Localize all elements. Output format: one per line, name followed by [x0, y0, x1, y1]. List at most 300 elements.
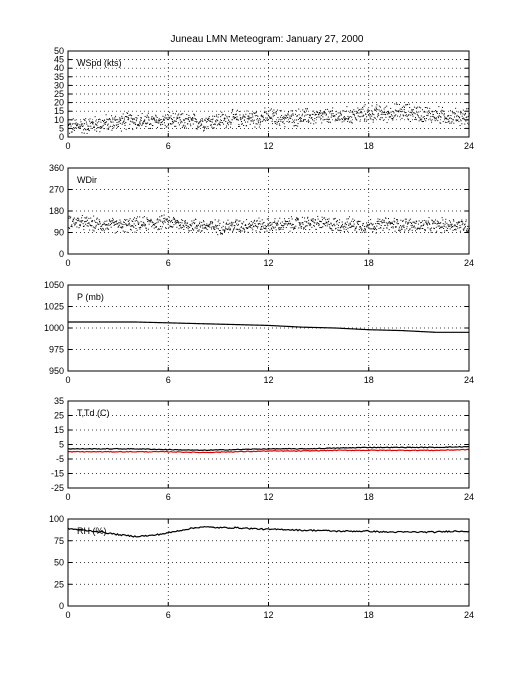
- data-point: [193, 230, 194, 231]
- data-point: [258, 122, 259, 123]
- data-point: [186, 128, 187, 129]
- data-point: [260, 221, 261, 222]
- data-point: [115, 232, 116, 233]
- data-point: [87, 225, 88, 226]
- data-point: [141, 120, 142, 121]
- data-point: [323, 119, 324, 120]
- data-point: [325, 113, 326, 114]
- data-point: [114, 225, 115, 226]
- data-point: [390, 108, 391, 109]
- data-point: [337, 118, 338, 119]
- data-point: [81, 125, 82, 126]
- data-point: [438, 223, 439, 224]
- data-point: [378, 113, 379, 114]
- data-point: [233, 116, 234, 117]
- data-point: [436, 227, 437, 228]
- data-point: [426, 107, 427, 108]
- data-point: [132, 221, 133, 222]
- data-point: [244, 120, 245, 121]
- data-point: [211, 221, 212, 222]
- data-point: [212, 122, 213, 123]
- data-point: [206, 225, 207, 226]
- data-point: [195, 119, 196, 120]
- data-point: [229, 229, 230, 230]
- data-point: [149, 124, 150, 125]
- data-point: [231, 224, 232, 225]
- data-point: [360, 121, 361, 122]
- data-point: [108, 124, 109, 125]
- y-tick-label: 50: [53, 46, 64, 56]
- data-point: [342, 224, 343, 225]
- x-tick-label: 18: [363, 492, 374, 502]
- data-point: [146, 217, 147, 218]
- data-point: [266, 113, 267, 114]
- data-point: [387, 225, 388, 226]
- data-point: [238, 120, 239, 121]
- data-point: [383, 230, 384, 231]
- data-point: [337, 224, 338, 225]
- data-point: [178, 122, 179, 123]
- data-point: [171, 124, 172, 125]
- data-point: [262, 219, 263, 220]
- data-point: [207, 229, 208, 230]
- data-point: [111, 223, 112, 224]
- data-point: [110, 121, 111, 122]
- data-point: [198, 231, 199, 232]
- data-point: [298, 218, 299, 219]
- data-point: [238, 221, 239, 222]
- data-point: [295, 226, 296, 227]
- data-point: [92, 221, 93, 222]
- data-point: [404, 107, 405, 108]
- data-point: [137, 221, 138, 222]
- data-point: [120, 123, 121, 124]
- data-point: [392, 120, 393, 121]
- data-point: [138, 224, 139, 225]
- data-point: [427, 115, 428, 116]
- data-point: [338, 227, 339, 228]
- data-point: [422, 228, 423, 229]
- data-point: [253, 222, 254, 223]
- data-point: [223, 114, 224, 115]
- data-point: [362, 109, 363, 110]
- data-point: [346, 224, 347, 225]
- y-tick-label: 75: [53, 535, 64, 546]
- data-point: [131, 121, 132, 122]
- data-point: [173, 219, 174, 220]
- data-point: [375, 110, 376, 111]
- data-point: [88, 126, 89, 127]
- data-point: [209, 226, 210, 227]
- data-point: [89, 121, 90, 122]
- data-point: [134, 217, 135, 218]
- data-point: [260, 224, 261, 225]
- data-point: [372, 114, 373, 115]
- data-point: [441, 110, 442, 111]
- data-point: [271, 229, 272, 230]
- data-point: [389, 113, 390, 114]
- data-point: [412, 225, 413, 226]
- data-point: [192, 228, 193, 229]
- data-point: [317, 222, 318, 223]
- data-point: [88, 128, 89, 129]
- data-point: [96, 219, 97, 220]
- data-point: [187, 123, 188, 124]
- data-point: [410, 228, 411, 229]
- data-point: [332, 107, 333, 108]
- data-point: [234, 227, 235, 228]
- y-tick-label: 0: [58, 249, 64, 259]
- data-point: [273, 228, 274, 229]
- data-point: [382, 117, 383, 118]
- data-point: [256, 115, 257, 116]
- data-point: [100, 122, 101, 123]
- data-point: [402, 221, 403, 222]
- data-point: [412, 114, 413, 115]
- data-point: [331, 117, 332, 118]
- data-point: [137, 125, 138, 126]
- data-point: [187, 118, 188, 119]
- data-point: [334, 224, 335, 225]
- x-tick-label: 6: [165, 141, 171, 151]
- data-point: [318, 225, 319, 226]
- data-point: [246, 110, 247, 111]
- x-tick-label: 12: [263, 375, 274, 385]
- data-point: [450, 110, 451, 111]
- data-point: [99, 222, 100, 223]
- data-point: [307, 114, 308, 115]
- data-point: [105, 229, 106, 230]
- data-point: [102, 230, 103, 231]
- data-point: [350, 121, 351, 122]
- y-tick-label: 1000: [43, 323, 64, 333]
- data-point: [229, 223, 230, 224]
- data-point: [83, 229, 84, 230]
- data-point: [253, 121, 254, 122]
- data-point: [226, 223, 227, 224]
- data-point: [168, 227, 169, 228]
- data-point: [301, 228, 302, 229]
- data-point: [373, 114, 374, 115]
- data-point: [302, 109, 303, 110]
- data-point: [353, 226, 354, 227]
- data-point: [316, 117, 317, 118]
- data-point: [112, 126, 113, 127]
- data-point: [307, 108, 308, 109]
- data-point: [184, 223, 185, 224]
- data-point: [462, 118, 463, 119]
- data-point: [305, 119, 306, 120]
- data-point: [270, 110, 271, 111]
- data-point: [156, 116, 157, 117]
- data-point: [380, 221, 381, 222]
- data-point: [428, 221, 429, 222]
- data-point: [412, 109, 413, 110]
- data-point: [347, 231, 348, 232]
- data-point: [95, 226, 96, 227]
- data-point: [218, 221, 219, 222]
- data-point: [93, 122, 94, 123]
- data-point: [316, 224, 317, 225]
- data-point: [78, 220, 79, 221]
- data-point: [291, 114, 292, 115]
- data-point: [327, 121, 328, 122]
- data-point: [103, 125, 104, 126]
- data-point: [266, 226, 267, 227]
- data-point: [103, 121, 104, 122]
- data-point: [84, 123, 85, 124]
- data-point: [281, 227, 282, 228]
- data-point: [136, 117, 137, 118]
- data-point: [156, 122, 157, 123]
- y-tick-label: 35: [53, 396, 64, 406]
- data-point: [455, 229, 456, 230]
- data-point: [422, 220, 423, 221]
- data-point: [145, 224, 146, 225]
- data-point: [300, 224, 301, 225]
- data-point: [410, 219, 411, 220]
- data-point: [272, 230, 273, 231]
- data-point: [277, 122, 278, 123]
- data-point: [359, 229, 360, 230]
- data-point: [118, 126, 119, 127]
- data-point: [100, 223, 101, 224]
- data-point: [159, 120, 160, 121]
- data-point: [236, 229, 237, 230]
- data-point: [396, 222, 397, 223]
- data-point: [392, 226, 393, 227]
- data-point: [449, 123, 450, 124]
- y-tick-label: 5: [58, 123, 64, 134]
- data-point: [382, 111, 383, 112]
- data-point: [163, 116, 164, 117]
- data-point: [130, 218, 131, 219]
- data-point: [107, 119, 108, 120]
- data-point: [465, 226, 466, 227]
- data-point: [402, 107, 403, 108]
- data-point: [458, 116, 459, 117]
- x-tick-label: 0: [65, 610, 71, 620]
- data-point: [287, 221, 288, 222]
- y-tick-label: 0: [58, 601, 64, 611]
- data-point: [354, 220, 355, 221]
- data-point: [379, 228, 380, 229]
- data-point: [391, 112, 392, 113]
- data-point: [194, 222, 195, 223]
- data-point: [308, 223, 309, 224]
- panels-group: [44, 46, 474, 620]
- data-point: [238, 126, 239, 127]
- data-point: [463, 110, 464, 111]
- data-point: [161, 119, 162, 120]
- data-point: [155, 223, 156, 224]
- y-tick-label: 40: [53, 63, 64, 74]
- data-point: [443, 228, 444, 229]
- data-point: [377, 218, 378, 219]
- data-point: [176, 121, 177, 122]
- data-point: [376, 107, 377, 108]
- data-point: [367, 112, 368, 113]
- data-point: [449, 225, 450, 226]
- data-point: [133, 123, 134, 124]
- data-point: [409, 104, 410, 105]
- data-point: [418, 111, 419, 112]
- data-point: [429, 108, 430, 109]
- data-point: [146, 230, 147, 231]
- data-point: [76, 219, 77, 220]
- data-point: [177, 115, 178, 116]
- data-point: [447, 119, 448, 120]
- data-point: [197, 128, 198, 129]
- data-point: [153, 117, 154, 118]
- data-point: [124, 123, 125, 124]
- data-point: [458, 121, 459, 122]
- data-point: [277, 117, 278, 118]
- data-point: [255, 225, 256, 226]
- data-point: [319, 113, 320, 114]
- data-point: [90, 123, 91, 124]
- data-point: [112, 218, 113, 219]
- data-point: [198, 123, 199, 124]
- data-point: [310, 224, 311, 225]
- data-point: [243, 228, 244, 229]
- data-point: [399, 110, 400, 111]
- data-point: [435, 219, 436, 220]
- data-point: [461, 112, 462, 113]
- data-point: [260, 124, 261, 125]
- y-tick-label: 45: [53, 54, 64, 65]
- data-point: [182, 113, 183, 114]
- data-point: [225, 118, 226, 119]
- data-point: [319, 112, 320, 113]
- data-point: [269, 116, 270, 117]
- data-point: [363, 115, 364, 116]
- data-point: [233, 114, 234, 115]
- data-point: [184, 226, 185, 227]
- data-point: [109, 219, 110, 220]
- data-point: [345, 117, 346, 118]
- x-tick-label: 6: [165, 610, 171, 620]
- data-point: [447, 228, 448, 229]
- data-point: [351, 117, 352, 118]
- data-point: [210, 121, 211, 122]
- data-point: [325, 109, 326, 110]
- data-point: [357, 112, 358, 113]
- data-point: [160, 221, 161, 222]
- data-point: [153, 118, 154, 119]
- data-point: [441, 117, 442, 118]
- data-point: [460, 227, 461, 228]
- data-point: [171, 118, 172, 119]
- data-point: [378, 221, 379, 222]
- data-point: [348, 225, 349, 226]
- data-point: [204, 130, 205, 131]
- data-point: [267, 225, 268, 226]
- data-point: [115, 224, 116, 225]
- data-point: [197, 126, 198, 127]
- data-point: [120, 227, 121, 228]
- data-point: [384, 108, 385, 109]
- data-point: [400, 230, 401, 231]
- data-point: [452, 111, 453, 112]
- figure-title: Juneau LMN Meteogram: January 27, 2000: [170, 34, 364, 45]
- data-point: [228, 120, 229, 121]
- data-point: [209, 224, 210, 225]
- data-point: [386, 222, 387, 223]
- data-point: [125, 125, 126, 126]
- data-point: [251, 221, 252, 222]
- data-point: [367, 224, 368, 225]
- data-point: [76, 222, 77, 223]
- data-point: [317, 216, 318, 217]
- data-point: [249, 118, 250, 119]
- data-point: [165, 125, 166, 126]
- data-point: [95, 222, 96, 223]
- data-point: [164, 120, 165, 121]
- data-point: [370, 117, 371, 118]
- data-point: [99, 131, 100, 132]
- data-point: [177, 117, 178, 118]
- data-point: [383, 222, 384, 223]
- data-point: [465, 113, 466, 114]
- data-point: [465, 120, 466, 121]
- data-point: [288, 218, 289, 219]
- data-point: [245, 225, 246, 226]
- data-point: [126, 225, 127, 226]
- data-point: [263, 117, 264, 118]
- data-point: [425, 222, 426, 223]
- data-point: [373, 122, 374, 123]
- data-point: [200, 125, 201, 126]
- data-point: [231, 225, 232, 226]
- y-tick-label: 0: [58, 132, 64, 142]
- data-point: [365, 232, 366, 233]
- data-point: [215, 227, 216, 228]
- data-point: [275, 218, 276, 219]
- data-point: [276, 224, 277, 225]
- data-point: [108, 129, 109, 130]
- data-point: [98, 121, 99, 122]
- data-point: [203, 127, 204, 128]
- data-point: [225, 121, 226, 122]
- data-point: [371, 223, 372, 224]
- data-point: [290, 223, 291, 224]
- y-tick-label: 90: [53, 227, 64, 238]
- x-tick-label: 0: [65, 141, 71, 151]
- data-point: [261, 115, 262, 116]
- data-point: [69, 133, 70, 134]
- panel-2: [49, 163, 474, 268]
- data-point: [442, 219, 443, 220]
- data-point: [424, 118, 425, 119]
- data-point: [261, 229, 262, 230]
- data-point: [133, 219, 134, 220]
- data-point: [174, 126, 175, 127]
- data-point: [246, 227, 247, 228]
- data-point: [444, 113, 445, 114]
- data-point: [398, 230, 399, 231]
- data-point: [261, 226, 262, 227]
- data-point: [178, 221, 179, 222]
- data-point: [162, 226, 163, 227]
- data-point: [242, 123, 243, 124]
- data-point: [75, 123, 76, 124]
- data-point: [310, 114, 311, 115]
- data-point: [211, 124, 212, 125]
- data-point: [442, 227, 443, 228]
- data-point: [290, 118, 291, 119]
- data-point: [314, 120, 315, 121]
